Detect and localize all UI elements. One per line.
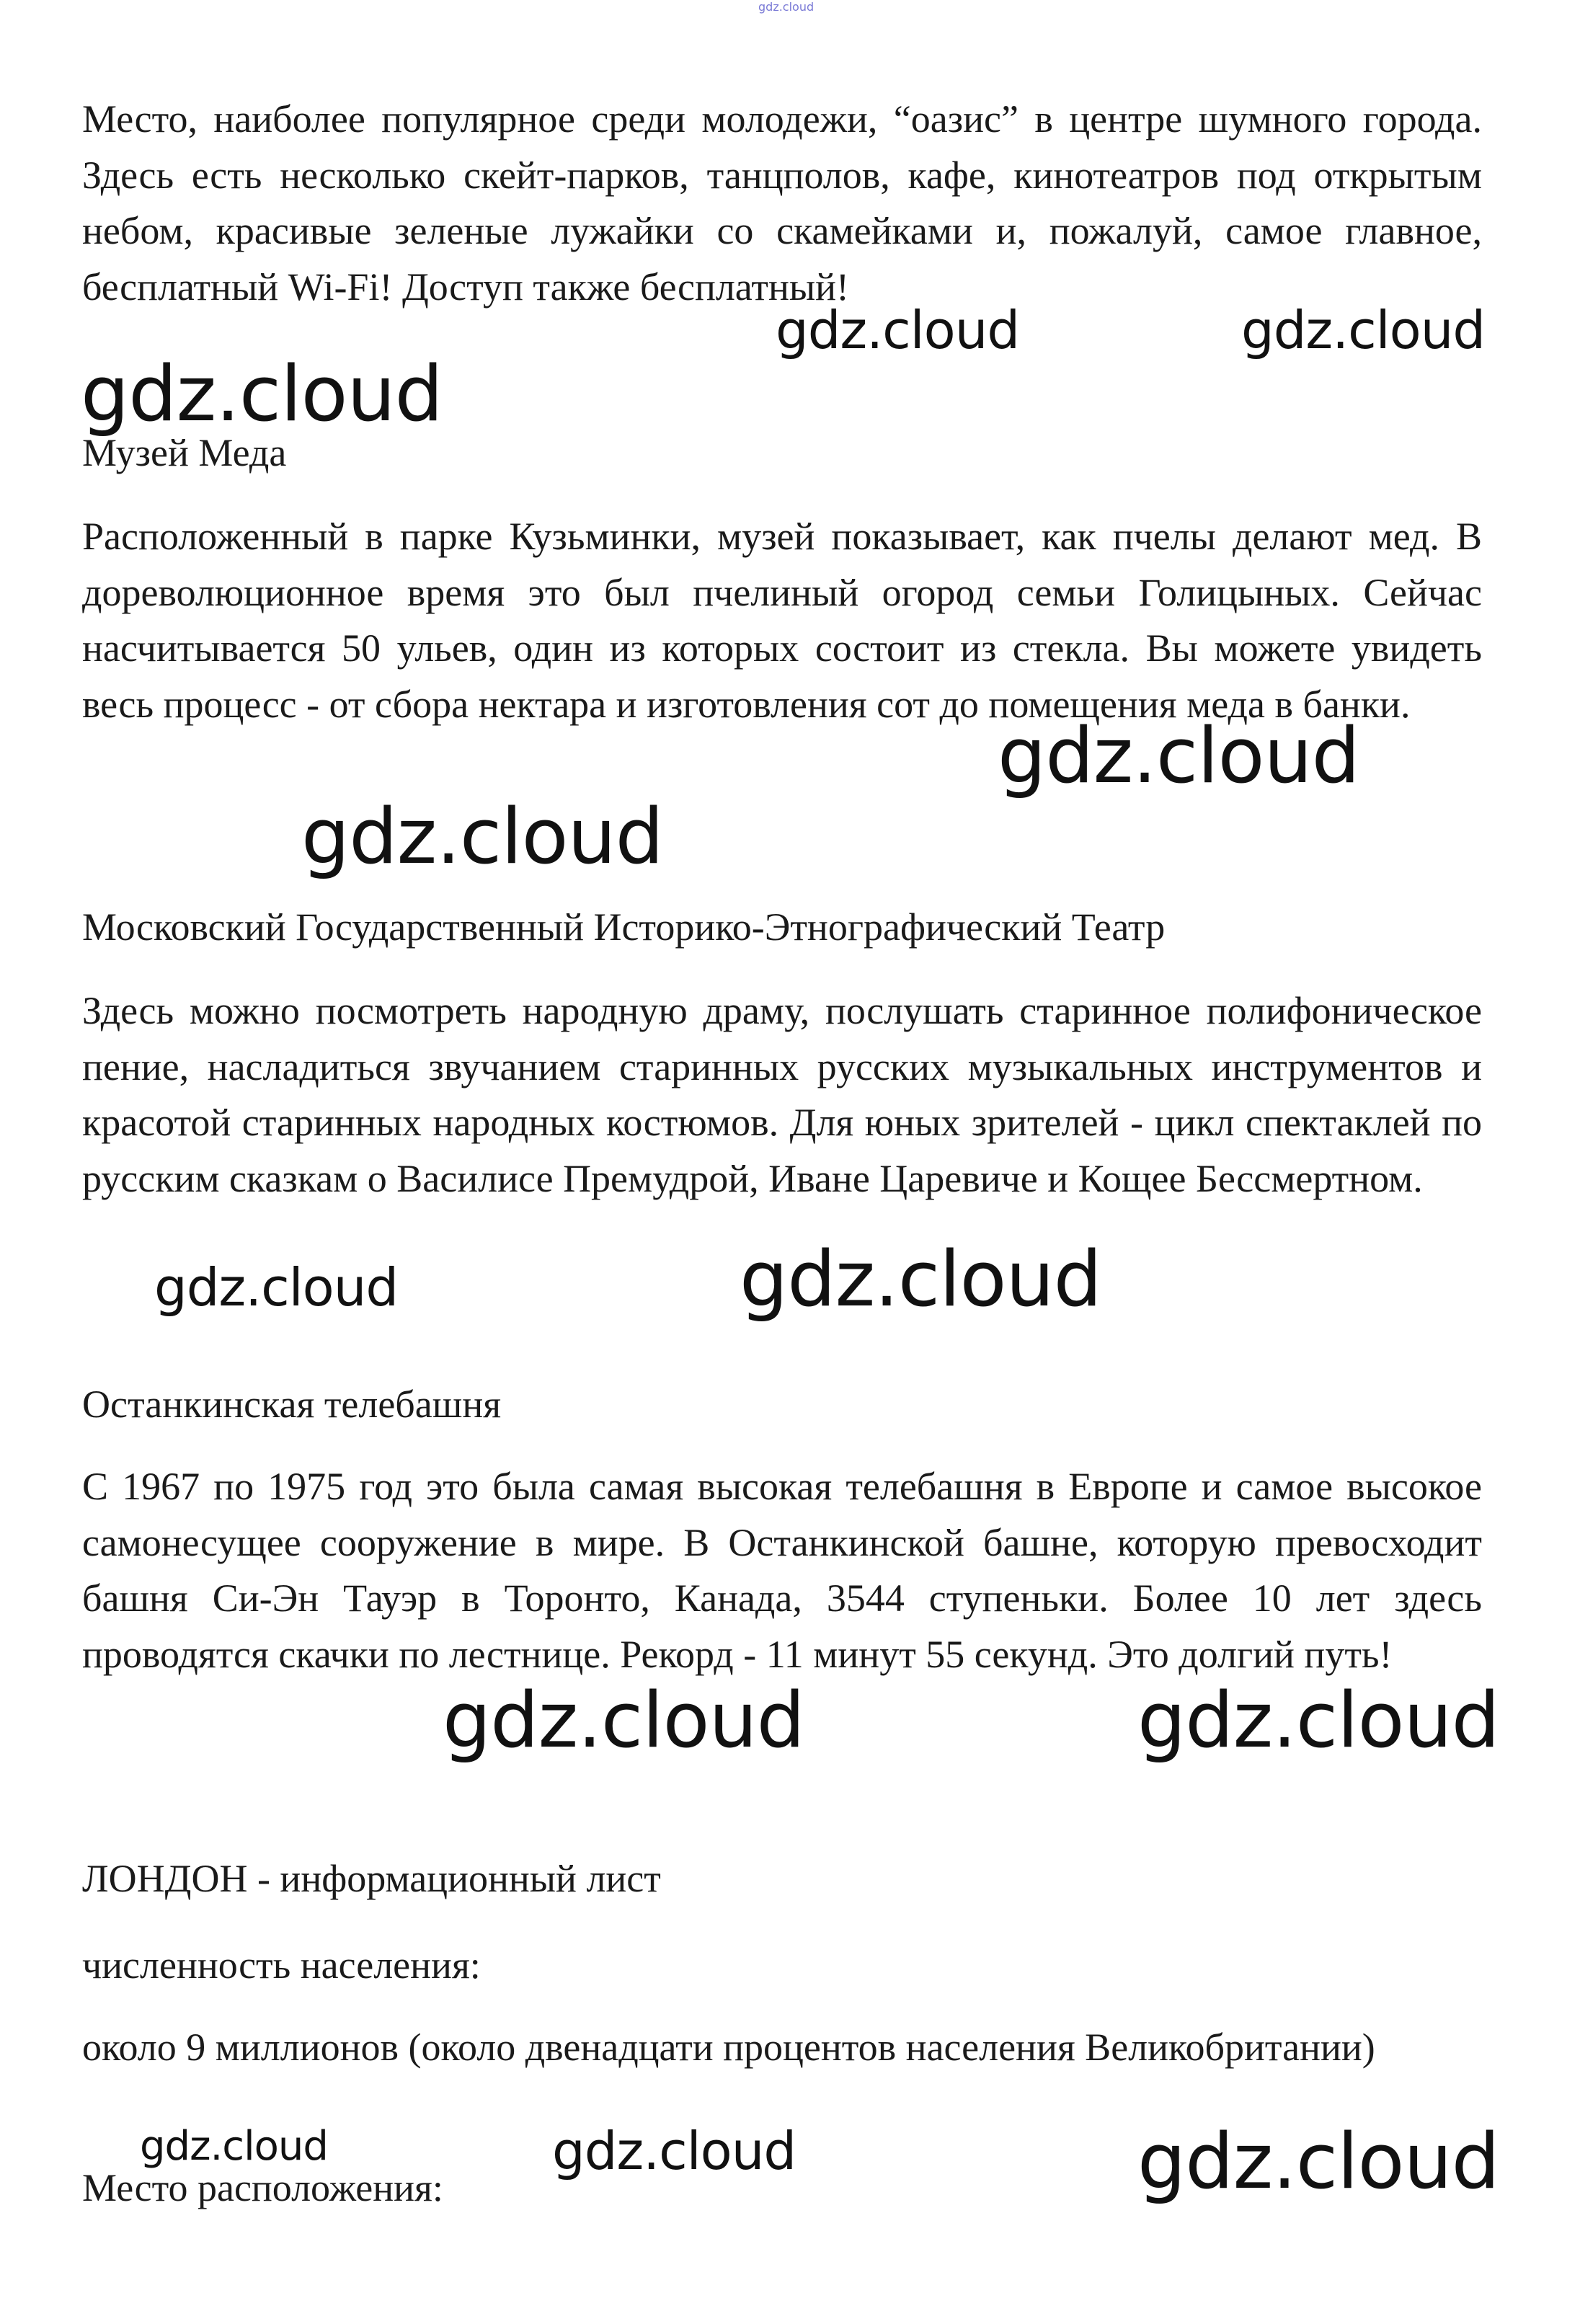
watermark: gdz.cloud: [998, 711, 1359, 800]
paragraph-population-value: около 9 миллионов (около двенадцати процентов населения Великобритании): [82, 2026, 1375, 2069]
heading-honey-museum: Музей Меда: [82, 431, 287, 474]
watermark: gdz.cloud: [1137, 2117, 1499, 2206]
top-watermark: gdz.cloud: [758, 0, 815, 14]
watermark: gdz.cloud: [776, 300, 1020, 360]
paragraph-ethnographic-theatre: Здесь можно посмотреть народную драму, послушать старинное полифоническое пение, насладиться звучанием старинных русских музыкальных инструментов и красотой старинных народных костюмов. Для юных зрителей - цикл спектаклей по русским сказкам о Василисе Премудрой, Иване Царевиче и Кощее Бессмертном.: [82, 989, 1482, 1200]
watermark: gdz.cloud: [740, 1235, 1101, 1323]
paragraph-oasis: Место, наиболее популярное среди молодежи, “оазис” в центре шумного города. Здесь есть несколько скейт-парков, танцполов, кафе, кинотеатров под открытым небом, красивые зеленые лужайки со скамейками и, пожалуй, самое главное, бесплатный Wi-Fi! Доступ также бесплатный!: [82, 97, 1482, 309]
watermark: gdz.cloud: [140, 2123, 328, 2170]
paragraph-ostankino-tower: С 1967 по 1975 год это была самая высокая телебашня в Европе и самое высокое самонесущее сооружение в мире. В Останкинской башне, которую превосходит башня Си-Эн Тауэр в Торонто, Канада, 3544 ступеньки. Более 10 лет здесь проводятся скачки по лестнице. Рекорд - 11 минут 55 секунд. Это долгий путь!: [82, 1465, 1482, 1676]
watermark: gdz.cloud: [1241, 300, 1486, 360]
heading-london-info-sheet: ЛОНДОН - информационный лист: [82, 1857, 661, 1900]
watermark: gdz.cloud: [552, 2121, 796, 2181]
label-location: Место расположения:: [82, 2166, 443, 2209]
heading-ostankino-tower: Останкинская телебашня: [82, 1383, 502, 1426]
watermark: gdz.cloud: [1137, 1676, 1499, 1765]
watermark: gdz.cloud: [301, 792, 663, 881]
heading-ethnographic-theatre: Московский Государственный Историко-Этнографический Театр: [82, 905, 1166, 949]
label-population: численность населения:: [82, 1943, 481, 1987]
watermark: gdz.cloud: [154, 1257, 399, 1318]
watermark: gdz.cloud: [443, 1676, 804, 1765]
watermark: gdz.cloud: [81, 350, 443, 438]
paragraph-honey-museum: Расположенный в парке Кузьминки, музей показывает, как пчелы делают мед. В дореволюционное время это был пчелиный огород семьи Голицыных. Сейчас насчитывается 50 ульев, один из которых состоит из стекла. Вы можете увидеть весь процесс - от сбора нектара и изготовления сот до помещения меда в банки.: [82, 515, 1482, 726]
